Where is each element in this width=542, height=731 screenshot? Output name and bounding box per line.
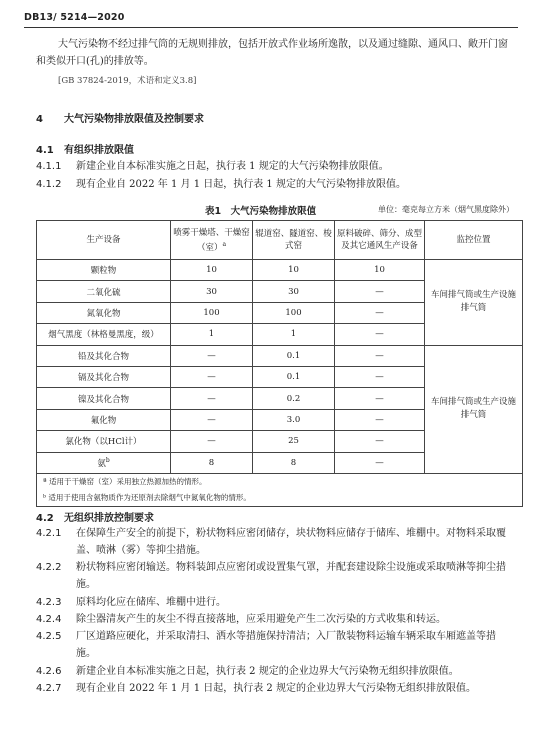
table-note-row: [37, 473, 523, 490]
section-title: 大气污染物排放限值及控制要求: [64, 114, 204, 125]
clause-number: 4.2.6: [36, 666, 62, 677]
value-crushing: —: [335, 431, 425, 452]
clause-number: 4.1.2: [36, 179, 62, 190]
clause-text: 在保障生产安全的前提下，粉状物料应密闭储存，块状物料应储存于储库、堆棚中。对物料采取覆盖、喷淋（雾）等抑尘措施。: [76, 528, 506, 556]
clause-4-2-2: [36, 559, 512, 593]
header-dryer: 喷雾干燥塔、干燥窑（室）$^a$: [171, 221, 253, 260]
value-crushing: —: [335, 324, 425, 345]
clause-4-2-7: [36, 680, 512, 697]
definition-text: 大气污染物不经过排气筒的无规则排放，包括开放式作业场所逸散，以及通过缝隙、通风口、敞开门窗和类似开口(孔)的排放等。: [36, 39, 508, 67]
table-note: ª 适用于干燥窑（室）采用独立热源加热的情形。: [37, 473, 523, 490]
clause-text: 现有企业自 2022 年 1 月 1 日起，执行表 1 规定的大气污染物排放限值。: [76, 179, 406, 190]
value-kiln: 3.0: [253, 409, 335, 430]
clause-text: 原料均化应在储库、堆棚中进行。: [76, 597, 226, 608]
table-unit: 单位：毫克每立方米（烟气黑度除外）: [378, 205, 514, 214]
clause-text: 除尘器清灰产生的灰尘不得直接落地，应采用避免产生二次污染的方式收集和转运。: [76, 614, 446, 625]
clause-4-1-2: [36, 176, 512, 193]
clause-text: 厂区道路应硬化，并采取清扫、洒水等措施保持清洁；入厂散装物料运输车辆采取车厢遮盖等措施。: [76, 631, 496, 659]
monitor-location: 车间排气筒或生产设施排气筒: [425, 345, 523, 473]
value-crushing: —: [335, 302, 425, 323]
pollutant-cell: 氮氧化物: [37, 302, 171, 323]
emission-limits-table: [36, 220, 523, 507]
header-crushing: 原料破碎、筛分、成型及其它通风生产设备: [335, 221, 425, 260]
table-caption: 表1 大气污染物排放限值: [205, 206, 317, 217]
section-number: 4.1: [36, 145, 54, 156]
value-crushing: —: [335, 281, 425, 302]
value-kiln: 30: [253, 281, 335, 302]
table-note-row: [37, 490, 523, 507]
clause-number: 4.2.3: [36, 597, 62, 608]
value-dryer: 10: [171, 260, 253, 281]
value-kiln: 0.1: [253, 366, 335, 387]
value-dryer: —: [171, 345, 253, 366]
clause-number: 4.1.1: [36, 161, 62, 172]
value-dryer: —: [171, 388, 253, 409]
clause-text: 现有企业自 2022 年 1 月 1 日起，执行表 2 规定的企业边界大气污染物无组织排放限值。: [76, 683, 476, 694]
value-dryer: —: [171, 366, 253, 387]
table-row: [37, 260, 523, 281]
clause-text: 新建企业自本标准实施之日起，执行表 1 规定的大气污染物排放限值。: [76, 161, 389, 172]
section-4-1-heading: [36, 141, 134, 156]
value-kiln: 10: [253, 260, 335, 281]
value-crushing: 10: [335, 260, 425, 281]
clause-4-1-1: [36, 158, 512, 175]
value-kiln: 1: [253, 324, 335, 345]
value-crushing: —: [335, 409, 425, 430]
value-kiln: 8: [253, 452, 335, 473]
table-note: ᵇ 适用于使用含氨物质作为还原剂去除烟气中氮氧化物的情形。: [37, 490, 523, 507]
pollutant-cell: 颗粒物: [37, 260, 171, 281]
value-crushing: —: [335, 452, 425, 473]
clause-number: 4.2.2: [36, 562, 62, 573]
value-crushing: —: [335, 388, 425, 409]
clause-4-2-4: [36, 611, 512, 628]
value-kiln: 0.1: [253, 345, 335, 366]
clause-4-2-1: [36, 525, 512, 559]
clause-number: 4.2.4: [36, 614, 62, 625]
clause-text: 粉状物料应密闭输送。物料装卸点应密闭或设置集气罩，并配套建设除尘设施或采取喷淋等抑尘措施。: [76, 562, 506, 590]
pollutant-cell: 氟化物: [37, 409, 171, 430]
clause-4-2-3: [36, 594, 512, 611]
clause-4-2-5: [36, 628, 512, 662]
document-code: DB13/ 5214—2020: [24, 12, 125, 23]
clause-text: 新建企业自本标准实施之日起，执行表 2 规定的企业边界大气污染物无组织排放限值。: [76, 666, 459, 677]
pollutant-cell: 氯化物（以HCl计）: [37, 431, 171, 452]
section-title: 无组织排放控制要求: [64, 513, 154, 524]
section-number: 4: [36, 114, 43, 125]
monitor-location: 车间排气筒或生产设施排气筒: [425, 260, 523, 346]
section-4-2-heading: [36, 509, 154, 524]
pollutant-cell: 镍及其化合物: [37, 388, 171, 409]
value-crushing: —: [335, 345, 425, 366]
value-dryer: —: [171, 409, 253, 430]
pollutant-cell: 氨$^b$: [37, 452, 171, 473]
pollutant-cell: 镉及其化合物: [37, 366, 171, 387]
header-kiln: 辊道窑、隧道窑、梭式窑: [253, 221, 335, 260]
header-monitor: 监控位置: [425, 221, 523, 260]
table-row: [37, 345, 523, 366]
value-dryer: 1: [171, 324, 253, 345]
value-kiln: 25: [253, 431, 335, 452]
clause-4-2-6: [36, 663, 512, 680]
pollutant-cell: 二氧化硫: [37, 281, 171, 302]
section-title: 有组织排放限值: [64, 145, 134, 156]
header-equipment: 生产设备: [37, 221, 171, 260]
section-number: 4.2: [36, 513, 54, 524]
definition-reference: [GB 37824-2019，术语和定义3.8]: [58, 76, 197, 86]
pollutant-cell: 铅及其化合物: [37, 345, 171, 366]
table-header-row: [37, 221, 523, 260]
header-divider: [24, 27, 518, 28]
value-kiln: 100: [253, 302, 335, 323]
clause-number: 4.2.7: [36, 683, 62, 694]
section-4-heading: [36, 110, 204, 125]
value-dryer: 100: [171, 302, 253, 323]
value-crushing: —: [335, 366, 425, 387]
clause-number: 4.2.5: [36, 631, 62, 642]
pollutant-cell: 烟气黑度（林格曼黑度，级）: [37, 324, 171, 345]
value-dryer: —: [171, 431, 253, 452]
clause-number: 4.2.1: [36, 528, 62, 539]
value-dryer: 30: [171, 281, 253, 302]
value-dryer: 8: [171, 452, 253, 473]
value-kiln: 0.2: [253, 388, 335, 409]
